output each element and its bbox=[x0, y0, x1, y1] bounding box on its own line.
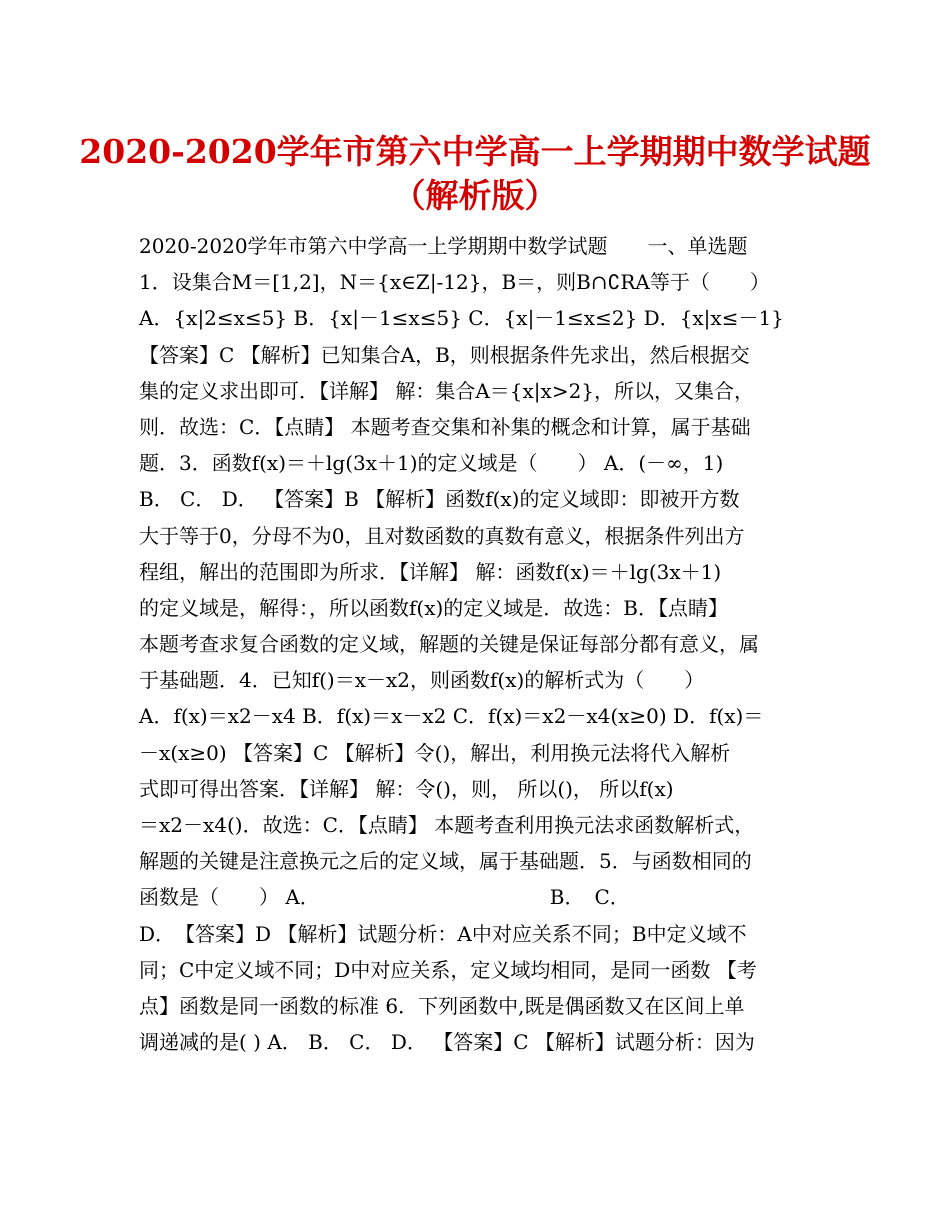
document-title: 2020-2020学年市第六中学高一上学期期中数学试题 bbox=[79, 132, 871, 171]
body-line: 【答案】C 【解析】已知集合A，B，则根据条件先求出，然后根据交 bbox=[139, 342, 750, 367]
body-line: 于基础题．4．已知f()＝x－x2，则函数f(x)的解析式为（ ） bbox=[139, 668, 705, 693]
body-line: A．{x|2≤x≤5} B．{x|－1≤x≤5} C．{x|－1≤x≤2} D．{x|x≤－1} bbox=[139, 306, 784, 331]
body-line: D． 【答案】D 【解析】试题分析：A中对应关系不同；B中定义域不 bbox=[139, 921, 747, 946]
document-body bbox=[139, 228, 819, 1060]
body-line: 解题的关键是注意换元之后的定义域，属于基础题．5．与函数相同的 bbox=[139, 849, 752, 874]
body-line: 程组，解出的范围即为所求．【详解】 解：函数f(x)＝＋lg(3x＋1) bbox=[139, 559, 722, 584]
body-line: 同；C中定义域不同；D中对应关系，定义域均相同，是同一函数 【考 bbox=[139, 957, 757, 982]
body-line: 函数是（ ） A． B． C． bbox=[139, 885, 630, 910]
body-line: 的定义域是，解得：，所以函数f(x)的定义域是．故选：B．【点睛】 bbox=[139, 595, 728, 620]
body-line: B． C． D． 【答案】B 【解析】函数f(x)的定义域即：即被开方数 bbox=[139, 487, 740, 512]
body-line: 大于等于0，分母不为0，且对数函数的真数有意义，根据条件列出方 bbox=[139, 523, 745, 548]
body-line: 本题考查求复合函数的定义域，解题的关键是保证每部分都有意义，属 bbox=[139, 632, 759, 657]
body-line: A．f(x)＝x2－x4 B．f(x)＝x－x2 C．f(x)＝x2－x4(x≥0) D．f(x)＝ bbox=[139, 704, 764, 729]
body-line: ＝x2－x4()．故选：C．【点睛】 本题考查利用换元法求函数解析式， bbox=[139, 813, 755, 837]
body-line: 点】函数是同一函数的标准 6．下列函数中,既是偶函数又在区间上单 bbox=[139, 993, 745, 1018]
body-line: 调递减的是( ) A． B． C． D． 【答案】C 【解析】试题分析：因为 bbox=[139, 1030, 755, 1055]
document-subtitle: （解析版） bbox=[392, 176, 558, 215]
body-line: 题．3．函数f(x)＝＋lg(3x＋1)的定义域是（ ） A．(－∞，1) bbox=[139, 451, 724, 476]
body-line: 式即可得出答案．【详解】 解：令()，则， 所以()， 所以f(x) bbox=[139, 776, 674, 801]
body-line: 1．设集合M＝[1,2]，N＝{x∈Z|-12}，B＝，则B∩∁RA等于（ ） bbox=[139, 270, 770, 295]
body-line: 集的定义求出即可．【详解】 解：集合A＝{x|x>2}，所以，又集合， bbox=[139, 378, 755, 403]
body-line: 则．故选：C．【点睛】 本题考查交集和补集的概念和计算，属于基础 bbox=[139, 414, 751, 439]
body-line: －x(x≥0) 【答案】C 【解析】令()，解出，利用换元法将代入解析 bbox=[139, 740, 731, 765]
body-line: 2020-2020学年市第六中学高一上学期期中数学试题 一、单选题 bbox=[139, 234, 748, 258]
